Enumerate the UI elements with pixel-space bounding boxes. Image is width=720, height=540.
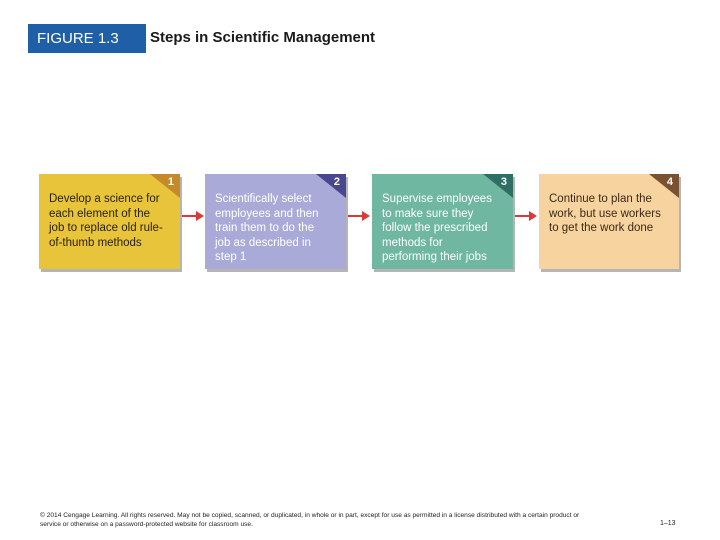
figure-title: Steps in Scientific Management xyxy=(150,29,376,46)
step-4-box xyxy=(539,174,679,269)
arrow-3-head xyxy=(529,211,537,221)
arrow-2-to-3 xyxy=(347,209,371,223)
step-3-box xyxy=(372,174,513,269)
step-4-text: Continue to plan the work, but use workers to get the work done xyxy=(549,193,661,235)
step-2-number: 2 xyxy=(333,176,340,188)
copyright-notice: © 2014 Cengage Learning. All rights reserved. May not be copied, scanned, or duplicated, in whole or in part, except for use as permitted in a license distributed with a certain product or service or otherwise on a password-protected website for classroom use. xyxy=(40,512,580,528)
step-2-text: Scientifically select employees and then train them to do the job as described in step 1 xyxy=(215,193,319,264)
figure-label: FIGURE 1.3 xyxy=(28,24,146,53)
step-4-number: 4 xyxy=(666,176,673,188)
arrow-1-head xyxy=(196,211,204,221)
step-2-box xyxy=(205,174,346,269)
step-1-number: 1 xyxy=(167,176,174,188)
step-1-text: Develop a science for each element of the job to replace old rule-of-thumb methods xyxy=(49,193,163,249)
arrow-1-to-2 xyxy=(181,209,205,223)
arrow-3-to-4 xyxy=(514,209,538,223)
page-number: 1–13 xyxy=(660,520,676,527)
step-1-box xyxy=(39,174,180,269)
step-3-text: Supervise employees to make sure they follow the prescribed methods for performing their jobs xyxy=(382,193,492,264)
step-3-number: 3 xyxy=(500,176,507,188)
arrow-2-head xyxy=(362,211,370,221)
